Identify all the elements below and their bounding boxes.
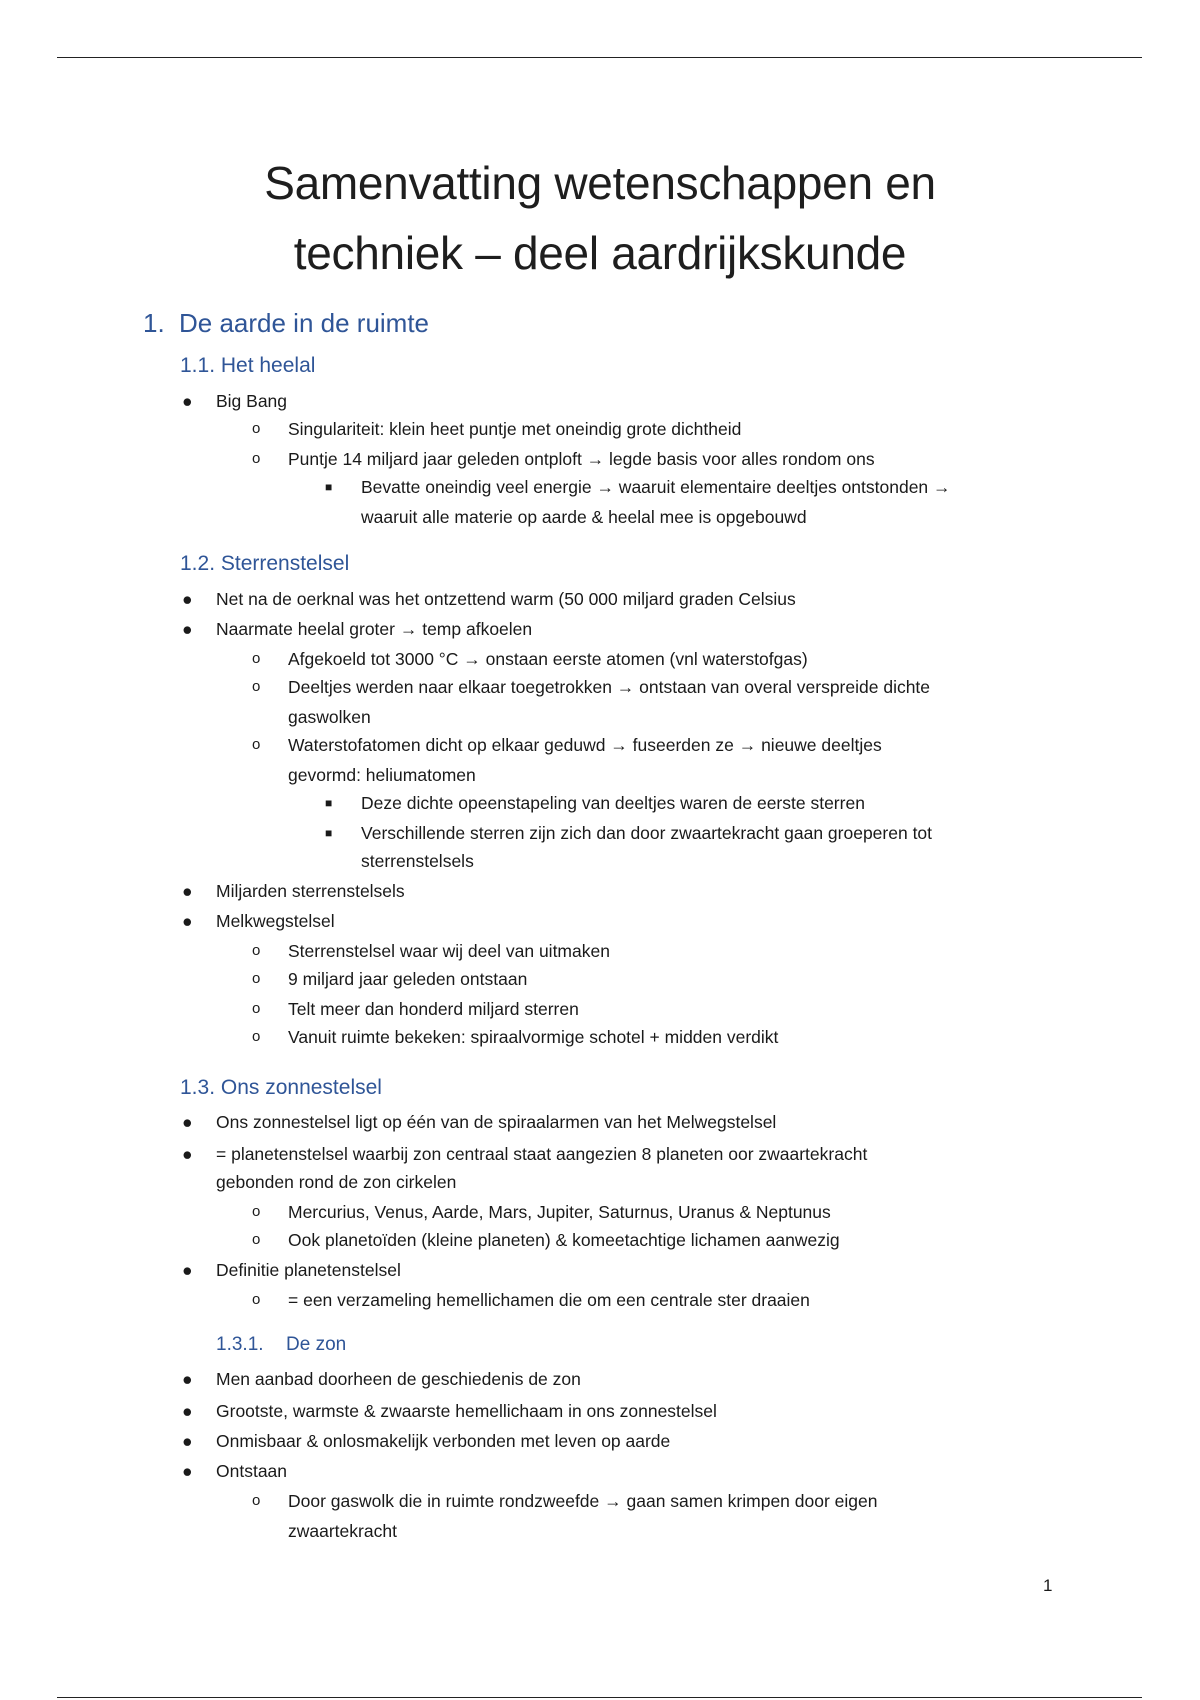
list-item: Telt meer dan honderd miljard sterren <box>288 999 579 1019</box>
square-bullet-icon: ■ <box>325 480 333 494</box>
title-line-1: Samenvatting wetenschappen en <box>264 157 936 209</box>
list-item: Puntje 14 miljard jaar geleden ontploft → legde basis voor alles rondom ons <box>288 449 875 469</box>
list-item: 9 miljard jaar geleden ontstaan <box>288 969 528 989</box>
list-item: Verschillende sterren zijn zich dan door zwaartekracht gaan groeperen tot <box>361 823 933 843</box>
list-item: Men aanbad doorheen de geschiedenis de zon <box>216 1369 581 1389</box>
heading-1-3-1-title: De zon <box>286 1334 347 1355</box>
list-item: Grootste, warmste & zwaarste hemellichaam in ons zonnestelsel <box>216 1401 717 1421</box>
bullet-icon: ● <box>182 1461 193 1481</box>
heading-1-2: 1.2. Sterrenstelsel <box>180 552 350 575</box>
bullet-icon: ● <box>182 881 193 901</box>
list-item: Deeltjes werden naar elkaar toegetrokken → ontstaan van overal verspreide dichte <box>288 677 931 697</box>
list-item-continuation: gebonden rond de zon cirkelen <box>216 1172 457 1192</box>
circle-bullet-icon: o <box>252 1028 261 1045</box>
list-item: Afgekoeld tot 3000 °C → onstaan eerste atomen (vnl waterstofgas) <box>288 649 808 669</box>
circle-bullet-icon: o <box>252 736 261 753</box>
heading-1-3-1 <box>216 1334 346 1356</box>
list-item: Ontstaan <box>216 1461 288 1481</box>
list-item: Sterrenstelsel waar wij deel van uitmaken <box>288 941 610 961</box>
list-item: Net na de oerknal was het ontzettend warm (50 000 miljard graden Celsius <box>216 589 796 609</box>
circle-bullet-icon: o <box>252 420 261 437</box>
heading-1 <box>143 308 429 339</box>
list-item: Mercurius, Venus, Aarde, Mars, Jupiter, Saturnus, Uranus & Neptunus <box>288 1202 831 1222</box>
circle-bullet-icon: o <box>252 1203 261 1220</box>
circle-bullet-icon: o <box>252 678 261 695</box>
list-item: Naarmate heelal groter → temp afkoelen <box>216 619 533 639</box>
title-line-2: techniek – deel aardrijkskunde <box>293 227 907 279</box>
circle-bullet-icon: o <box>252 1231 261 1248</box>
bullet-icon: ● <box>182 589 193 609</box>
circle-bullet-icon: o <box>252 1492 261 1509</box>
header-rule <box>57 57 1142 58</box>
list-item: Deze dichte opeenstapeling van deeltjes waren de eerste sterren <box>361 793 865 813</box>
bullet-icon: ● <box>182 619 193 639</box>
circle-bullet-icon: o <box>252 942 261 959</box>
footer-rule <box>57 1697 1142 1698</box>
list-item: Definitie planetenstelsel <box>216 1260 401 1280</box>
bullet-icon: ● <box>182 1431 193 1451</box>
bullet-icon: ● <box>182 1260 193 1280</box>
list-item: Melkwegstelsel <box>216 911 335 931</box>
list-item: Singulariteit: klein heet puntje met oneindig grote dichtheid <box>288 419 742 439</box>
page-number: 1 <box>1043 1576 1053 1595</box>
list-item-continuation: sterrenstelsels <box>361 851 474 871</box>
list-item-continuation: zwaartekracht <box>288 1521 397 1541</box>
circle-bullet-icon: o <box>252 1291 261 1308</box>
bullet-icon: ● <box>182 911 193 931</box>
circle-bullet-icon: o <box>252 450 261 467</box>
heading-1-number: 1. <box>143 308 165 338</box>
list-item: Miljarden sterrenstelsels <box>216 881 405 901</box>
list-item: Big Bang <box>216 391 288 411</box>
list-item: Ook planetoïden (kleine planeten) & komeetachtige lichamen aanwezig <box>288 1230 840 1250</box>
heading-1-3-1-number: 1.3.1. <box>216 1334 264 1355</box>
circle-bullet-icon: o <box>252 650 261 667</box>
bullet-icon: ● <box>182 1401 193 1421</box>
circle-bullet-icon: o <box>252 1000 261 1017</box>
list-item: = planetenstelsel waarbij zon centraal staat aangezien 8 planeten oor zwaartekracht <box>216 1144 868 1164</box>
list-item: Bevatte oneindig veel energie → waaruit elementaire deeltjes ontstonden → <box>361 477 951 497</box>
list-item-continuation: gevormd: heliumatomen <box>288 765 476 785</box>
square-bullet-icon: ■ <box>325 796 333 810</box>
bullet-icon: ● <box>182 1369 193 1389</box>
circle-bullet-icon: o <box>252 970 261 987</box>
list-item: Door gaswolk die in ruimte rondzweefde → gaan samen krimpen door eigen <box>288 1491 878 1511</box>
bullet-icon: ● <box>182 1144 193 1164</box>
list-item: = een verzameling hemellichamen die om een centrale ster draaien <box>288 1290 810 1310</box>
list-item: Ons zonnestelsel ligt op één van de spiraalarmen van het Melwegstelsel <box>216 1112 777 1132</box>
document-title <box>0 148 1200 288</box>
heading-1-3: 1.3. Ons zonnestelsel <box>180 1076 382 1099</box>
heading-1-1: 1.1. Het heelal <box>180 354 316 377</box>
square-bullet-icon: ■ <box>325 826 333 840</box>
heading-1-title: De aarde in de ruimte <box>179 308 430 338</box>
list-item-continuation: waaruit alle materie op aarde & heelal mee is opgebouwd <box>361 507 807 527</box>
list-item: Waterstofatomen dicht op elkaar geduwd → fuseerden ze → nieuwe deeltjes <box>288 735 882 755</box>
list-item: Vanuit ruimte bekeken: spiraalvormige schotel + midden verdikt <box>288 1027 779 1047</box>
bullet-icon: ● <box>182 391 193 411</box>
list-item: Onmisbaar & onlosmakelijk verbonden met leven op aarde <box>216 1431 671 1451</box>
list-item-continuation: gaswolken <box>288 707 371 727</box>
bullet-icon: ● <box>182 1112 193 1132</box>
